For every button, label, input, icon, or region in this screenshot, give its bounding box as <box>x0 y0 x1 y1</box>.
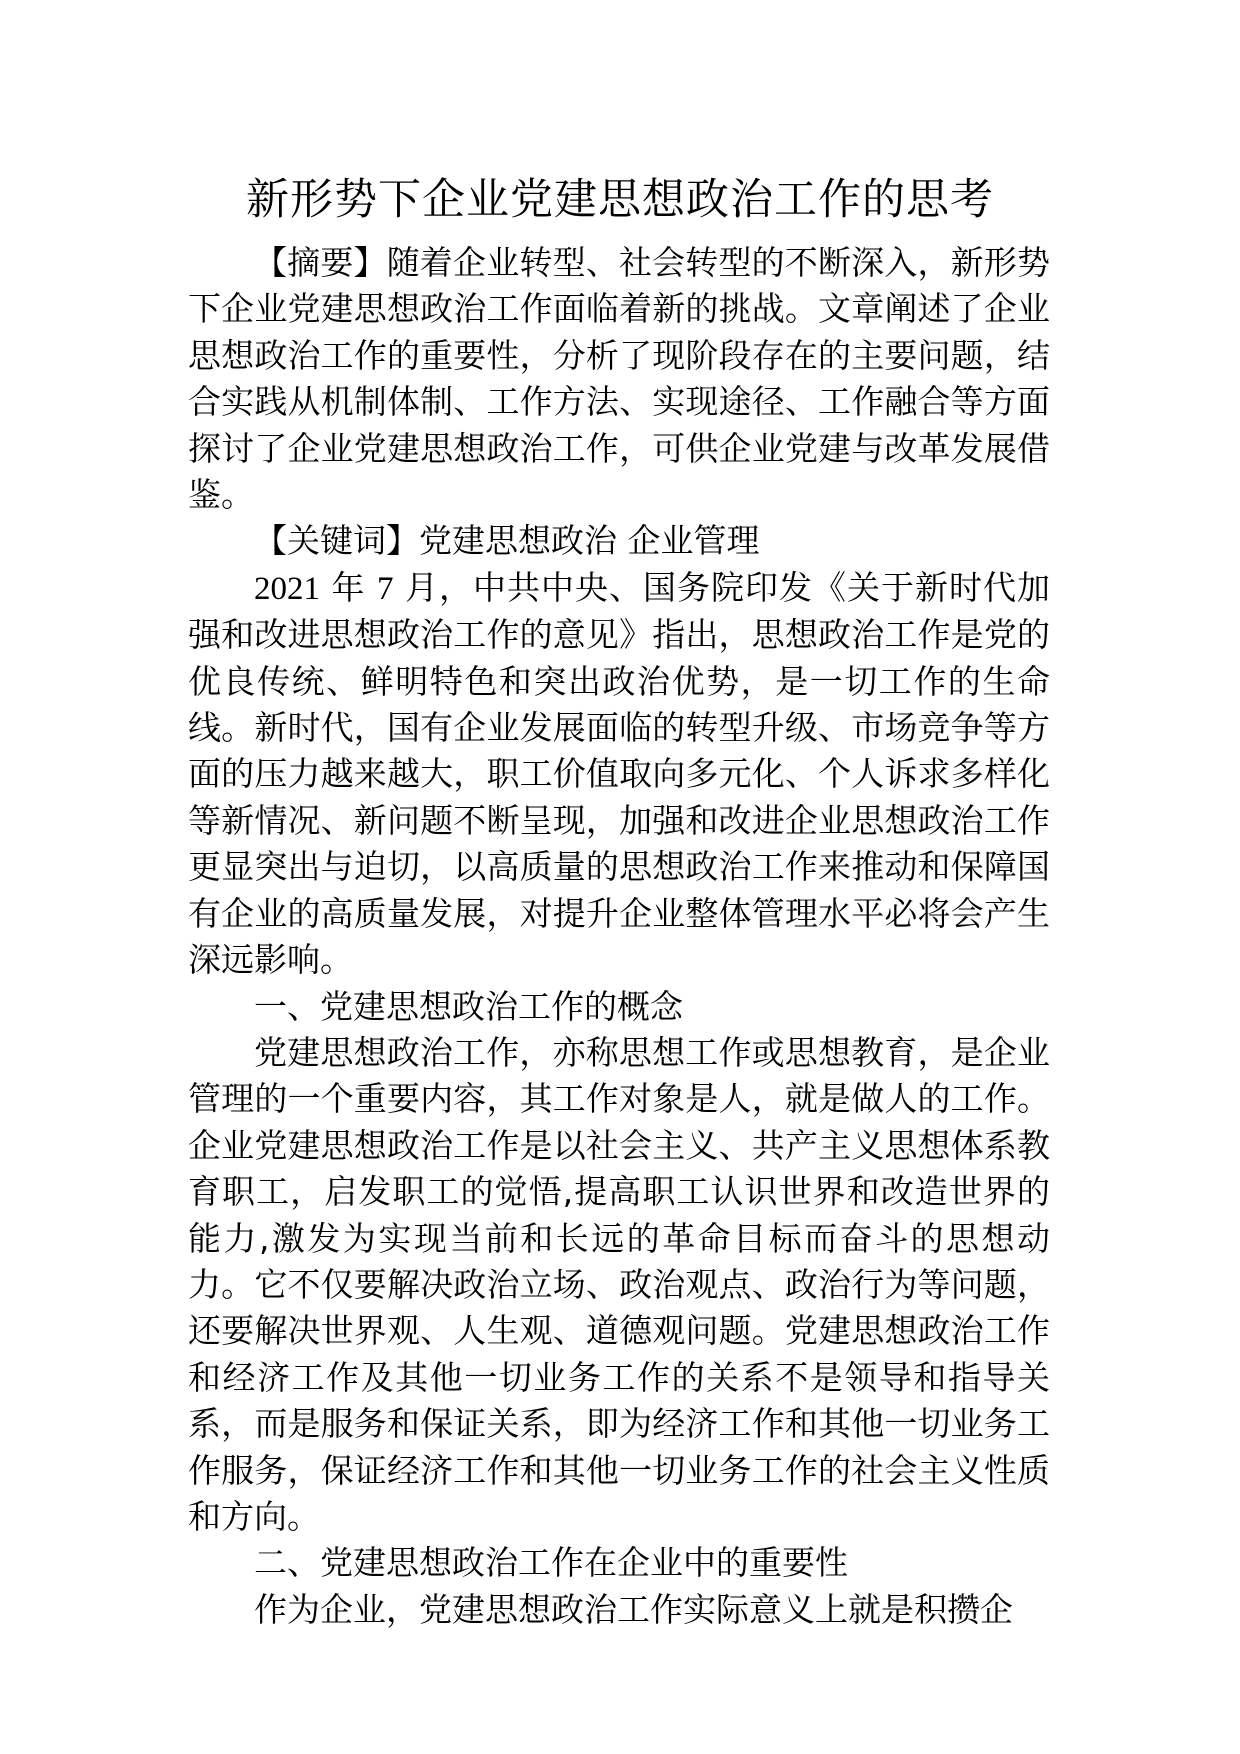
intro-month: 7 <box>377 570 394 607</box>
document-title: 新形势下企业党建思想政治工作的思考 <box>246 175 994 225</box>
document-body <box>188 240 1050 1633</box>
section-1-heading: 一、党建思想政治工作的概念 <box>254 986 683 1026</box>
intro-text: 月，中共中央、国务院印发《关于新时代加强和改进思想政治工作的意见》指出，思想政治工作是党的优良传统、鲜明特色和突出政治优势，是一切工作的生命线。新时代，国有企业发展面临的转型升级、市场竞争等方面的压力越来越大，职工价值取向多元化、个人诉求多样化等新情况、新问题不断呈现，加强和改进企业思想政治工作更显突出与迫切，以高质量的思想政治工作来推动和保障国有企业的高质量发展，对提升企业整体管理水平必将会产生深远影响。 <box>188 567 1050 980</box>
intro-paragraph <box>188 565 1050 984</box>
intro-year: 2021 <box>254 570 320 607</box>
abstract-paragraph: 【摘要】随着企业转型、社会转型的不断深入，新形势下企业党建思想政治工作面临着新的挑战。文章阐述了企业思想政治工作的重要性，分析了现阶段存在的主要问题，结合实践从机制体制、工作方法、实现途径、工作融合等方面探讨了企业党建思想政治工作，可供企业党建与改革发展借鉴。 <box>188 243 1050 515</box>
section-2-heading: 二、党建思想政治工作在企业中的重要性 <box>254 1543 848 1583</box>
section-1-paragraph: 党建思想政治工作，亦称思想工作或思想教育，是企业管理的一个重要内容，其工作对象是人，就是做人的工作。企业党建思想政治工作是以社会主义、共产主义思想体系教育职工，启发职工的觉悟,提高职工认识世界和改造世界的能力,激发为实现当前和长远的革命目标而奋斗的思想动力。它不仅要解决政治立场、政治观点、政治行为等问题，还要解决世界观、人生观、道德观问题。党建思想政治工作和经济工作及其他一切业务工作的关系不是领导和指导关系，而是服务和保证关系，即为经济工作和其他一切业务工作服务，保证经济工作和其他一切业务工作的社会主义性质和方向。 <box>188 1032 1050 1536</box>
intro-year-unit: 年 <box>331 567 366 607</box>
section-2-paragraph: 作为企业，党建思想政治工作实际意义上就是积攒企 <box>254 1589 1013 1629</box>
keywords-line: 【关键词】党建思想政治 企业管理 <box>254 521 760 561</box>
